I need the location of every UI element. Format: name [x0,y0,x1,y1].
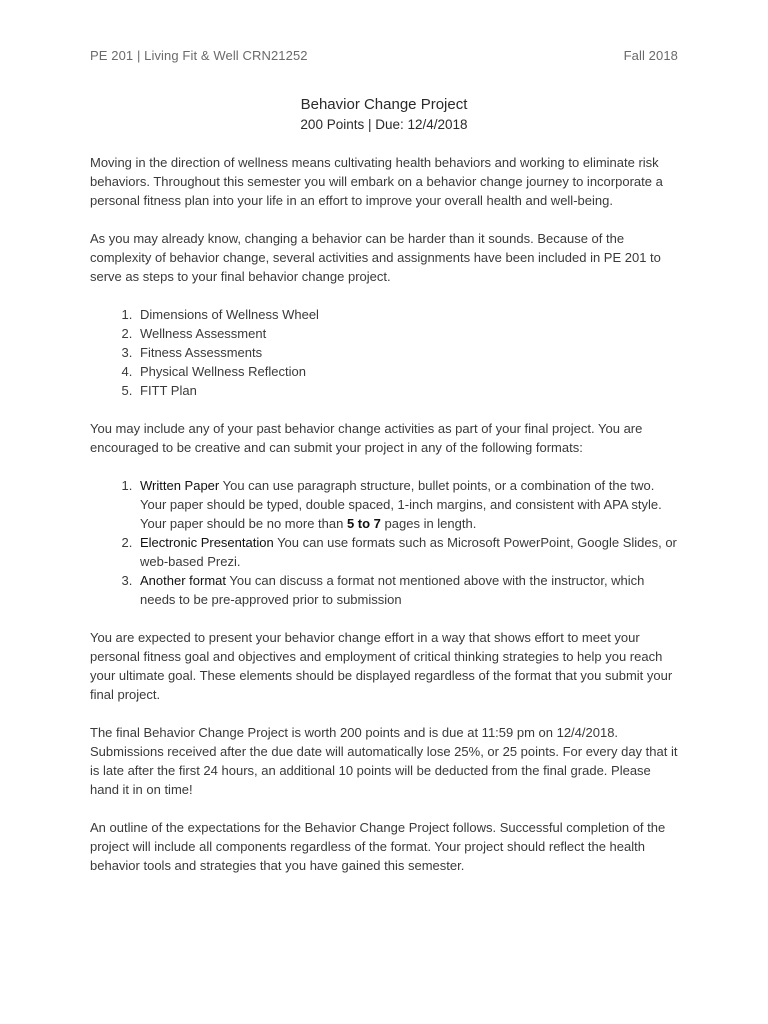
steps-intro-paragraph: As you may already know, changing a behavior can be harder than it sounds. Because of the complexity of behavior change, several activities and assignments have been included in PE 201 to serve as steps to your final behavior change project. [90,231,661,284]
term-header: Fall 2018 [623,48,678,63]
list-item: 2. Wellness Assessment [136,324,678,343]
expectations-paragraph: You are expected to present your behavior change effort in a way that shows effort to meet your personal fitness goal and objectives and employment of critical thinking strategies to help you reach your ultimate goal. These elements should be displayed regardless of the format that you submit your final project. [90,630,673,702]
document-title: Behavior Change Project [300,96,468,113]
title-block [90,95,678,135]
list-item: 5. FITT Plan [136,381,678,400]
format-description: You can discuss a format not mentioned above with the instructor, which needs to be pre-approved prior to submission [140,573,645,607]
outline-paragraph: An outline of the expectations for the Behavior Change Project follows. Successful completion of the project will include all components regardless of the format. Your project should reflect the health behavior tools and strategies that you have gained this semester. [90,820,666,873]
format-item-written-paper [136,476,678,533]
format-label: Another format [140,573,226,588]
grading-paragraph: The final Behavior Change Project is worth 200 points and is due at 11:59 pm on 12/4/2018. Submissions received after the due date will automatically lose 25%, or 25 points. For every day that it is late after the first 24 hours, an additional 10 points will be deducted from the final grade. Please hand it in on time! [90,725,678,797]
format-label: Written Paper [140,478,220,493]
page-length-emphasis: 5 to 7 [346,516,381,531]
format-item-electronic-presentation [136,533,678,571]
formats-list [90,476,678,609]
document-subtitle: 200 Points | Due: 12/4/2018 [300,117,468,132]
format-item-another-format [136,571,678,609]
formats-intro-paragraph: You may include any of your past behavior change activities as part of your final project. You are encouraged to be creative and can submit your project in any of the following formats: [90,421,643,455]
format-label: Electronic Presentation [140,535,274,550]
intro-paragraph: Moving in the direction of wellness means cultivating health behaviors and working to eliminate risk behaviors. Throughout this semester you will embark on a behavior change journey to incorporate a personal fitness plan into your life in an effort to improve your overall health and well-being. [90,155,663,208]
page-header [90,48,678,63]
format-description-end: pages in length. [380,516,477,531]
course-header: PE 201 | Living Fit & Well CRN21252 [90,48,308,63]
document-body [90,153,678,894]
list-item: 4. Physical Wellness Reflection [136,362,678,381]
list-item: 1. Dimensions of Wellness Wheel [136,305,678,324]
steps-list [90,305,678,400]
format-description: You can use paragraph structure, bullet points, or a combination of the two. Your paper should be typed, double spaced, 1-inch margins, and consistent with APA style. Your paper should be no more than [140,478,662,531]
list-item: 3. Fitness Assessments [136,343,678,362]
format-description: You can use formats such as Microsoft PowerPoint, Google Slides, or web-based Prezi. [140,535,677,569]
